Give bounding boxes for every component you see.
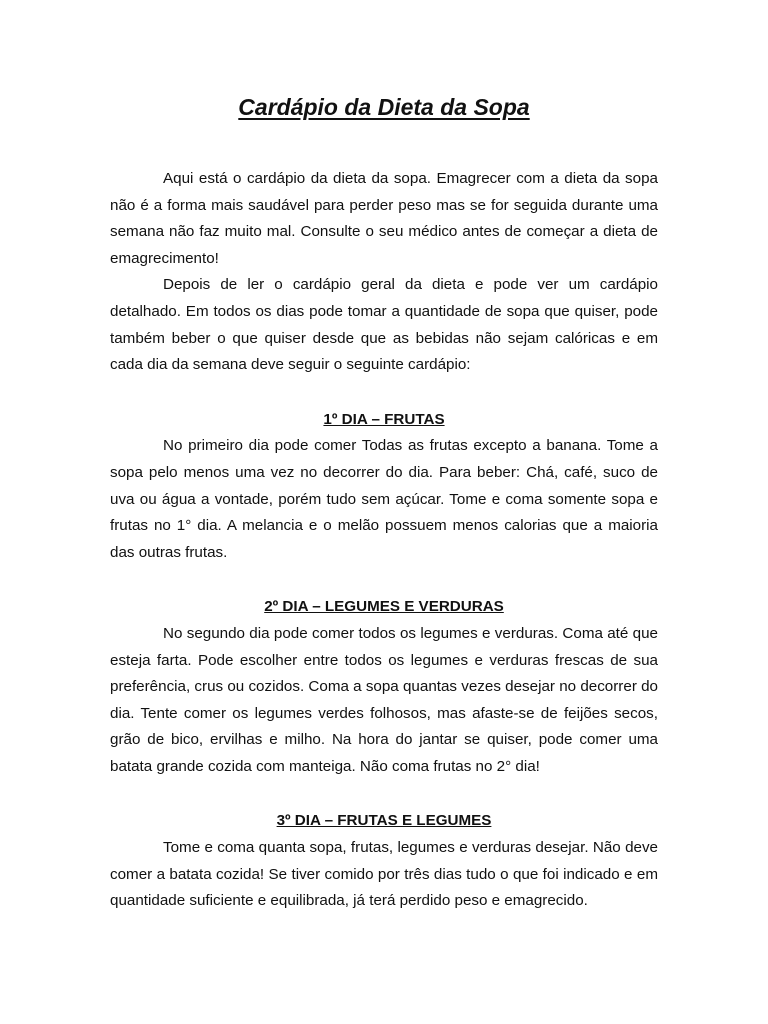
document-body xyxy=(110,92,658,915)
section-heading-day-1: 1º DIA – FRUTAS xyxy=(323,410,445,428)
section-heading-day-3: 3º DIA – FRUTAS E LEGUMES xyxy=(276,812,492,830)
intro-paragraph: Aqui está o cardápio da dieta da sopa. Emagrecer com a dieta da sopa não é a forma mais saudável para perder peso mas se for seguida durante uma semana não faz muito mal. Consulte o seu médico antes de começar a dieta de emagrecimento! xyxy=(110,170,658,267)
document-title: Cardápio da Dieta da Sopa xyxy=(238,94,530,120)
intro-paragraph: Depois de ler o cardápio geral da dieta e pode ver um cardápio detalhado. Em todos os dias pode tomar a quantidade de sopa que quiser, pode também beber o que quiser desde que as bebidas não sejam calóricas e em cada dia da semana deve seguir o seguinte cardápio: xyxy=(110,276,658,374)
section-text-day-3: Tome e coma quanta sopa, frutas, legumes e verduras desejar. Não deve comer a batata cozida! Se tiver comido por três dias tudo o que foi indicado e em quantidade suficiente e equilibrada, já terá perdido peso e emagrecido. xyxy=(110,839,658,910)
section-heading-day-2: 2º DIA – LEGUMES E VERDURAS xyxy=(264,598,504,616)
section-text-day-1: No primeiro dia pode comer Todas as frutas excepto a banana. Tome a sopa pelo menos uma vez no decorrer do dia. Para beber: Chá, café, suco de uva ou água a vontade, porém tudo sem açúcar. Tome e coma somente sopa e frutas no 1° dia. A melancia e o melão possuem menos calorias que a maioria das outras frutas. xyxy=(110,437,658,561)
section-text-day-2: No segundo dia pode comer todos os legumes e verduras. Coma até que esteja farta. Pode escolher entre todos os legumes e verduras frescas de sua preferência, crus ou cozidos. Coma a sopa quantas vezes desejar no decorrer do dia. Tente comer os legumes verdes folhosos, mas afaste-se de feijões secos, grão de bico, ervilhas e milho. Na hora do jantar se quiser, pode comer uma batata grande cozida com manteiga. Não coma frutas no 2° dia! xyxy=(110,624,658,775)
